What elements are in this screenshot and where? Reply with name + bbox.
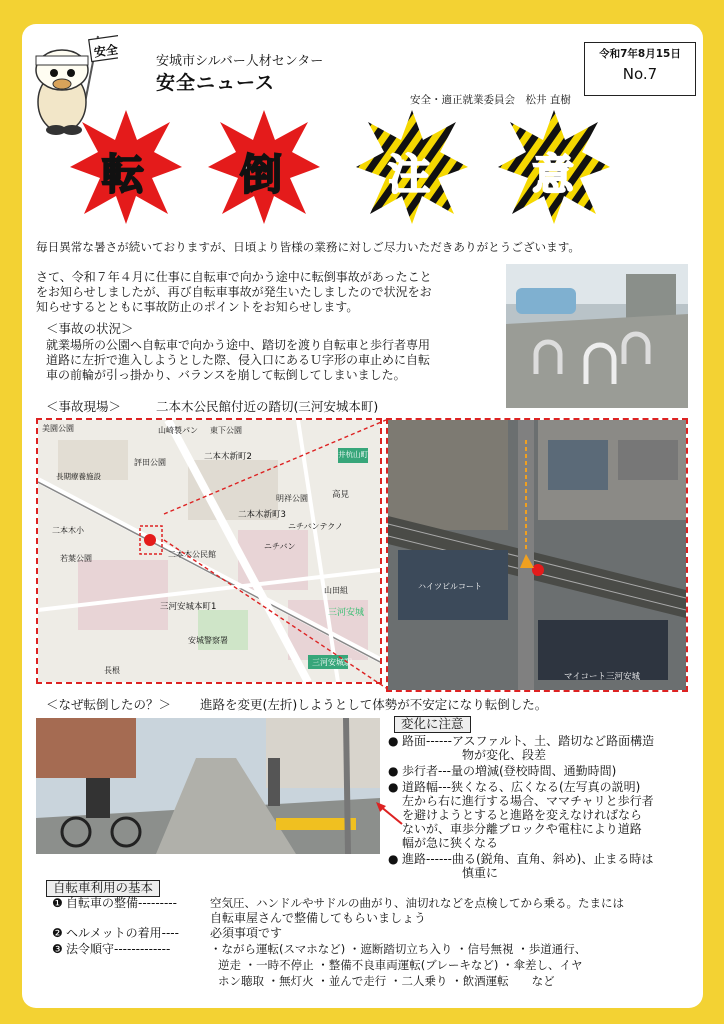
map-label-nihongi-school: 二本木小	[52, 526, 84, 535]
banner-char-4: 意	[532, 150, 575, 199]
map-label-nihongi-shinmachi-2: 二本木新町2	[204, 452, 252, 462]
aerial-label-heights: ハイツビルコート	[418, 582, 482, 591]
map-label-community-hall: 二本木公民館	[168, 550, 216, 559]
organization-name: 安城市シルバー人材センター	[156, 54, 324, 69]
map-label-honmachi-1: 三河安城本町1	[160, 602, 217, 612]
banner-char-3: 注	[388, 150, 431, 199]
bollard-photo	[506, 264, 688, 408]
map-label-yamazaki: 山崎製パン	[158, 426, 198, 435]
basics-heading: 自転車利用の基本	[46, 880, 160, 897]
site-heading: ＜事故現場＞	[46, 399, 122, 414]
map-label-wakaba-park: 若葉公園	[60, 554, 92, 563]
changes-heading: 変化に注意	[394, 716, 471, 733]
change-item-4-mark: ●	[388, 852, 399, 866]
map-label-nichiban-techno: ニチバンテクノ	[288, 522, 344, 531]
change-item-3-line-5: 幅が急に狭くなる	[402, 836, 499, 850]
situation-heading: ＜事故の状況＞	[46, 321, 134, 336]
date-box	[584, 42, 696, 96]
aerial-label-mycourt: マイコート三河安城	[564, 672, 640, 682]
banner-char-1: 転	[102, 150, 145, 199]
issue-date: 令和7年8月15日	[599, 48, 681, 60]
basics-item-3-line-1: ・ながら運転(スマホなど) ・遮断踏切立ち入り ・信号無視 ・歩道通行、	[210, 942, 587, 956]
map-label-takami: 高見	[332, 490, 350, 500]
map-label-nichiban: ニチバン	[264, 542, 296, 551]
street-photo	[36, 718, 380, 854]
change-item-1-line-2: 物が変化、段差	[462, 748, 547, 762]
basics-item-1-line-1: 空気圧、ハンドルやサドルの曲がり、油切れなどを点検してから乗る。たまには	[210, 896, 624, 910]
newsletter-title: 安全ニュース	[156, 72, 276, 94]
change-item-3-line-2: 左から右に進行する場合、ママチャリと歩行者	[402, 794, 654, 808]
aerial-photo	[386, 418, 688, 692]
basics-item-3-label: 法令順守-------------	[66, 942, 171, 956]
situation-line-1: 就業場所の公園へ自転車で向かう途中、踏切を渡り自転車と歩行者専用	[46, 338, 431, 352]
basics-item-2-line-1: 必須事項です	[210, 926, 283, 940]
map-label-facility: 長期療養施設	[56, 472, 101, 481]
why-heading: ＜なぜ転倒したの？＞	[46, 697, 172, 712]
banner-char-2: 倒	[240, 150, 283, 199]
basics-item-1-label: 自転車の整備---------	[66, 896, 177, 910]
issue-number: No.7	[622, 65, 658, 83]
newsletter-sheet	[22, 24, 703, 1008]
situation-line-2: 道路に左折で進入しようとした際、侵入口にあるＵ字形の車止めに自転	[46, 353, 431, 367]
change-item-1-line-1: 路面------アスファルト、土、踏切など路面構造	[402, 734, 655, 748]
map-label-mikawa-anjo: 三河安城	[328, 608, 365, 618]
map-label-hyoda: 評田公園	[134, 458, 166, 467]
change-item-3-line-4: ないが、車歩分離ブロックや電柱により道路	[402, 822, 642, 836]
basics-item-1-num: ❶	[52, 896, 63, 910]
change-item-4-line-2: 慎重に	[462, 866, 499, 880]
safety-badge: 安全	[93, 42, 119, 60]
why-text: 進路を変更(左折)しようとして体勢が不安定になり転倒した。	[200, 697, 548, 712]
map-label-station: 三河安城駅	[312, 658, 352, 667]
pointer-arrow-icon	[374, 802, 404, 826]
change-item-4-line-1: 進路------曲る(鋭角、直角、斜め)、止まる時は	[402, 852, 654, 866]
map-label-meisho-park: 明祥公園	[276, 494, 308, 503]
change-item-3-mark: ●	[388, 780, 399, 794]
intro-line-1: さて、令和７年４月に仕事に自転車で向かう途中に転倒事故があったこと	[36, 270, 432, 284]
map-label-nagane: 長根	[104, 666, 120, 675]
situation-line-3: 車の前輪が引っ掛かり、バランスを崩して転倒してしまいました。	[46, 368, 406, 382]
change-item-3-line-3: を避けようとすると進路を変えなければなら	[402, 808, 643, 822]
intro-line-2: をお知らせしましたが、再び自転車事故が発生いたしましたので状況をお	[36, 285, 432, 299]
map-label-higashishita: 東下公園	[210, 426, 242, 435]
basics-item-2-label: ヘルメットの着用----	[66, 926, 179, 940]
basics-item-3-num: ❸	[52, 942, 63, 956]
map-label-police: 安城警察署	[188, 636, 228, 645]
basics-item-3-line-3: ホン聴取 ・無灯火 ・並んで走行 ・二人乗り ・飲酒運転 など	[218, 974, 555, 988]
map-label-yamada: 山田組	[324, 586, 348, 595]
change-item-2-line-1: 歩行者---量の増減(登校時間、通勤時間)	[402, 764, 617, 778]
greeting-text: 毎日異常な暑さが続いておりますが、日頃より皆様の業務に対しご尽力いただきありがとうございます。	[36, 240, 580, 254]
basics-item-3-line-2: 逆走 ・一時不停止 ・整備不良車両運転(ブレーキなど) ・傘差し、イヤ	[218, 958, 583, 972]
intro-line-3: 知らせするとともに事故防止のポイントをお知らせします。	[36, 300, 359, 314]
map-label-misono: 美園公園	[42, 424, 74, 433]
map-label-nihongi-shinmachi-3: 二本木新町3	[238, 510, 286, 520]
map-label-igui: 井杭山町	[338, 448, 368, 463]
basics-item-1-line-2: 自転車屋さんで整備してもらいましょう	[210, 911, 427, 925]
basics-item-2-num: ❷	[52, 926, 63, 940]
site-place: 二本木公民館付近の踏切(三河安城本町)	[156, 399, 379, 414]
change-item-3-line-1: 道路幅---狭くなる、広くなる(左写真の説明)	[402, 780, 641, 794]
change-item-1-mark: ●	[388, 734, 399, 748]
change-item-2-mark: ●	[388, 764, 399, 778]
committee-line: 安全・適正就業委員会 松井 直樹	[410, 94, 571, 106]
